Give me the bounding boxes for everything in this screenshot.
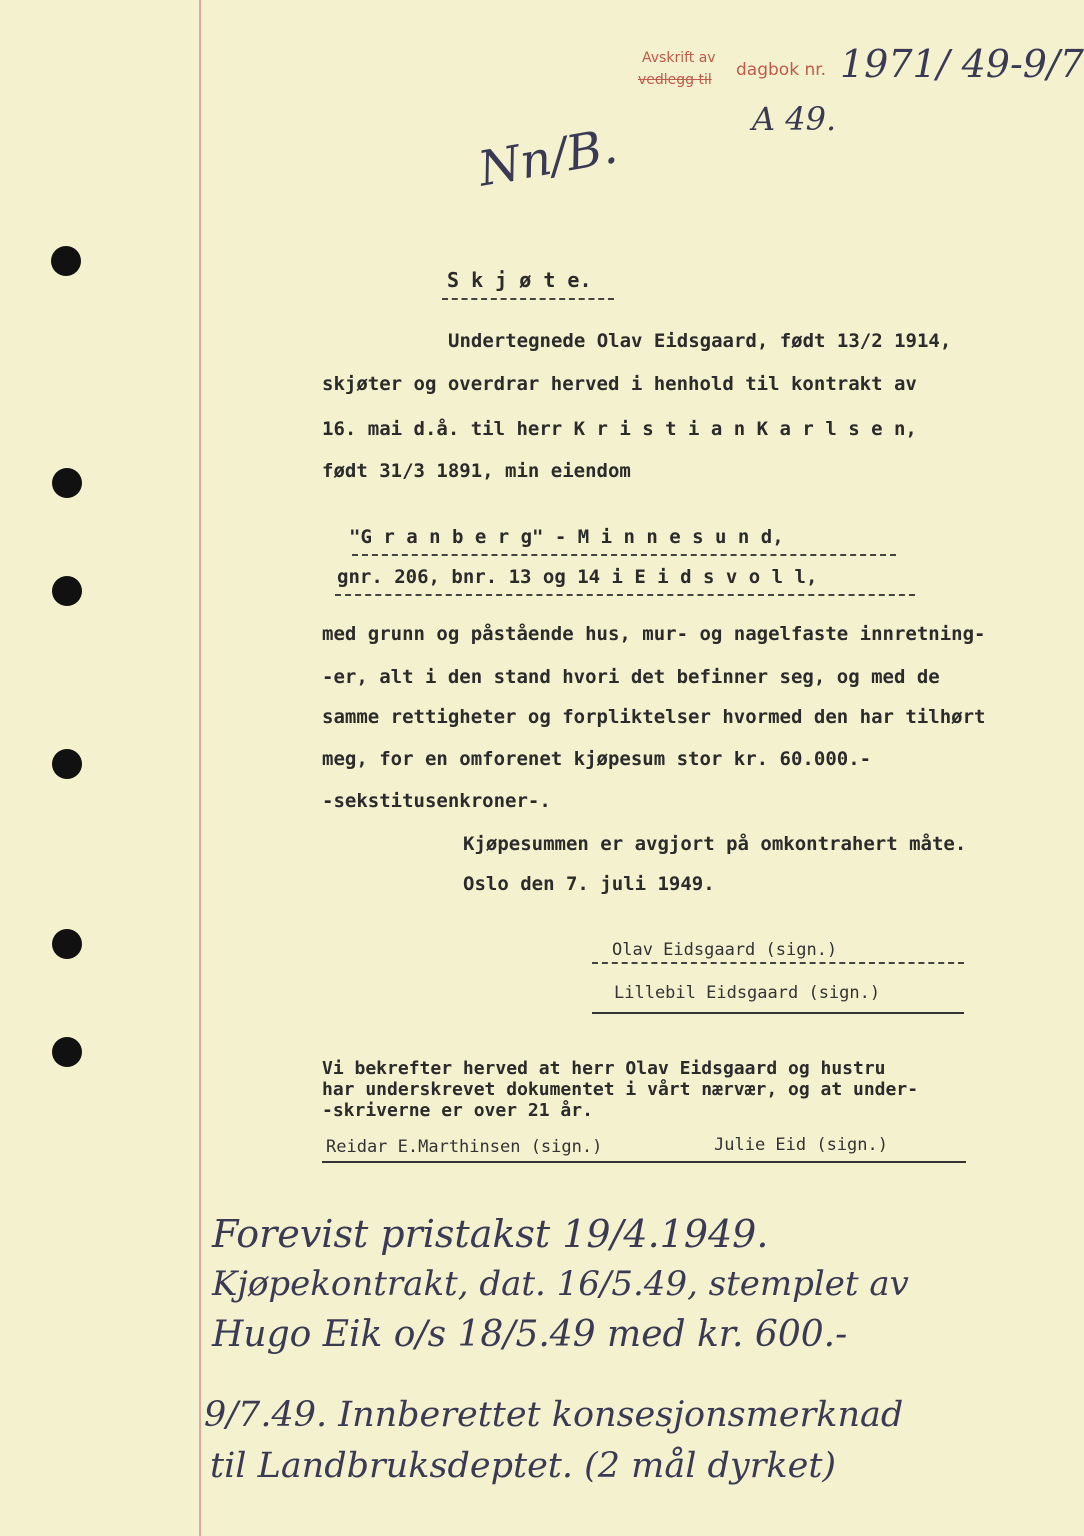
body-line-4: født 31/3 1891, min eiendom <box>322 460 631 482</box>
stamp-line-2: vedlegg til <box>638 72 712 88</box>
seller-signature-line-2 <box>592 1012 964 1014</box>
stamp-label: dagbok nr. <box>736 60 827 80</box>
body-line-2: skjøter og overdrar herved i henhold til kontrakt av <box>322 373 917 395</box>
punch-hole <box>52 576 82 606</box>
dagbok-sub: A 49. <box>752 100 837 138</box>
witness-line-2: har underskrevet dokumentet i vårt nærvær, og at under- <box>322 1079 919 1100</box>
body2-line-5: -sekstitusenkroner-. <box>322 790 551 812</box>
body2-line-4: meg, for en omforenet kjøpesum stor kr. 60.000.- <box>322 748 872 770</box>
body-line-3: 16. mai d.å. til herr K r i s t i a n K a r l s e n, <box>322 418 917 440</box>
handwritten-note-4: 9/7.49. Innberettet konsesjonsmerknad <box>204 1395 904 1435</box>
body-line-1: Undertegnede Olav Eidsgaard, født 13/2 1914, <box>448 330 952 352</box>
document-title: S k j ø t e. <box>447 268 592 292</box>
seller-signature-2: Lillebil Eidsgaard (sign.) <box>614 983 881 1003</box>
body2-line-3: samme rettigheter og forpliktelser hvormed den har tilhørt <box>322 706 986 728</box>
place-date: Oslo den 7. juli 1949. <box>463 873 715 895</box>
body2-line-2: -er, alt i den stand hvori det befinner seg, og med de <box>322 666 940 688</box>
witness-line-1: Vi bekrefter herved at herr Olav Eidsgaard og hustru <box>322 1058 886 1079</box>
punch-hole <box>51 246 81 276</box>
dagbok-number: 1971/ 49-9/7 <box>840 42 1084 86</box>
handwritten-note-3: Hugo Eik o/s 18/5.49 med kr. 600.- <box>212 1314 848 1355</box>
payment-line: Kjøpesummen er avgjort på omkontrahert måte. <box>463 833 967 855</box>
witness-signature-1: Reidar E.Marthinsen (sign.) <box>326 1137 603 1157</box>
property-name: "G r a n b e r g" - M i n n e s u n d, <box>349 526 784 548</box>
property-underline <box>352 554 896 556</box>
seller-signature-line-1 <box>592 962 964 964</box>
seller-signature-1: Olav Eidsgaard (sign.) <box>612 940 838 960</box>
title-underline <box>442 298 614 300</box>
punch-hole <box>52 929 82 959</box>
punch-hole <box>52 749 82 779</box>
punch-hole <box>52 468 82 498</box>
witness-signature-line <box>322 1161 966 1163</box>
witness-line-3: -skriverne er over 21 år. <box>322 1100 593 1121</box>
initials-mark: Nn/B. <box>474 118 622 198</box>
handwritten-note-2: Kjøpekontrakt, dat. 16/5.49, stemplet av <box>212 1264 909 1304</box>
stamp-line-1: Avskrift av <box>642 50 716 66</box>
property-ids-underline <box>335 594 915 596</box>
witness-signature-2: Julie Eid (sign.) <box>714 1135 888 1155</box>
punch-hole <box>52 1037 82 1067</box>
handwritten-note-1: Forevist pristakst 19/4.1949. <box>212 1212 769 1256</box>
body2-line-1: med grunn og påstående hus, mur- og nagelfaste innretning- <box>322 623 986 645</box>
handwritten-note-5: til Landbruksdeptet. (2 mål dyrket) <box>210 1446 837 1486</box>
margin-line <box>199 0 201 1536</box>
property-ids: gnr. 206, bnr. 13 og 14 i E i d s v o l l, <box>337 566 818 588</box>
